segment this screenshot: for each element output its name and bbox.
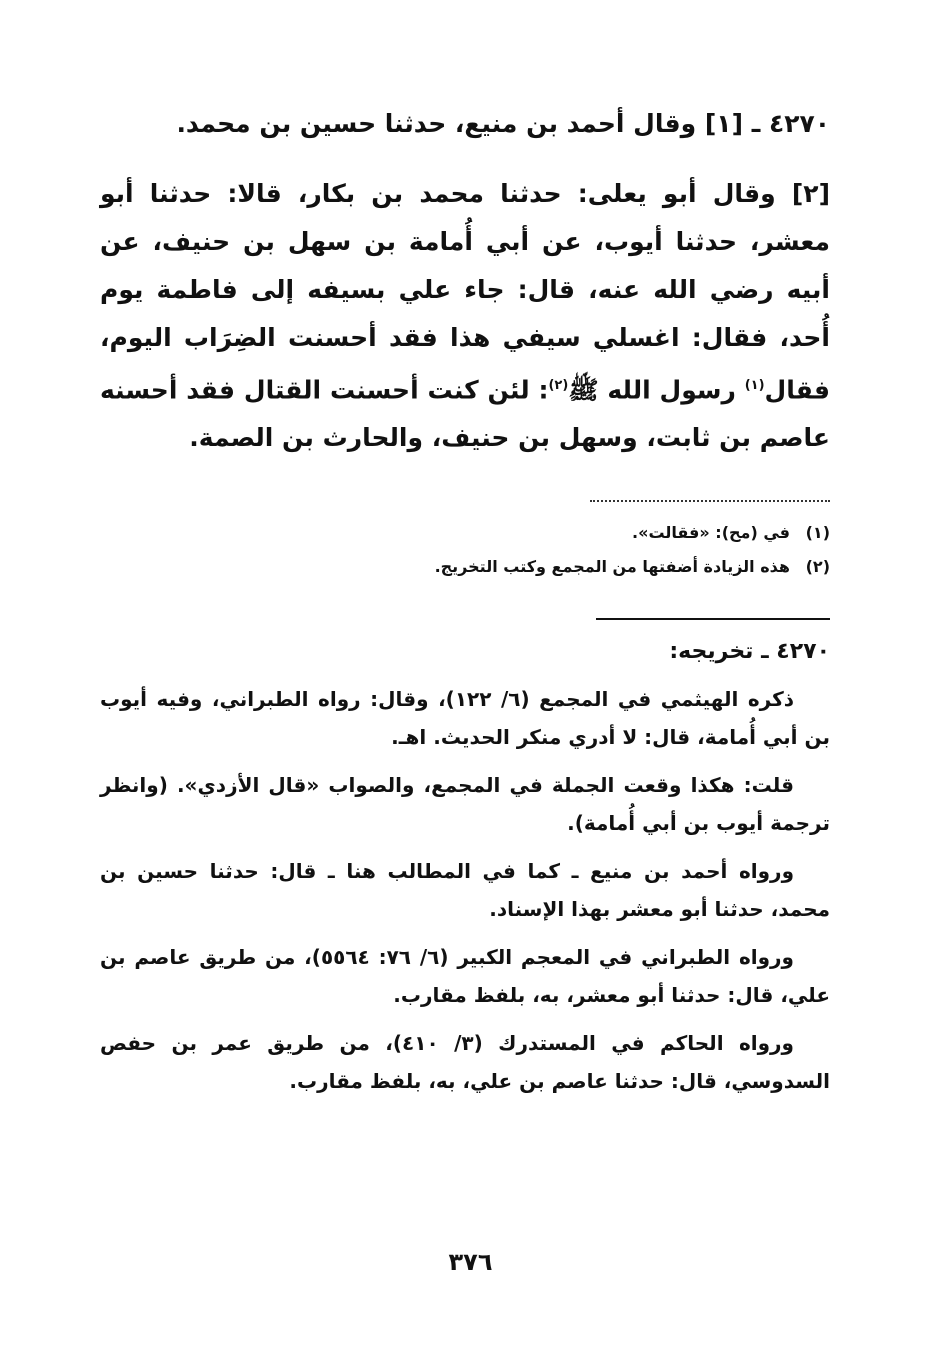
- takhrij-paragraph: ورواه أحمد بن منيع ـ كما في المطالب هنا ـ قال: حدثنا حسين بن محمد، حدثنا أبو معشر بهذا الإسناد.: [100, 859, 830, 922]
- footnotes: [100, 516, 830, 584]
- footnote-marker-1: (١): [744, 378, 765, 393]
- hadith-text-part-b: رسول الله ﷺ: [568, 375, 745, 405]
- hadith-text-part-a: [٢] وقال أبو يعلى: حدثنا محمد بن بكار، قالا: حدثنا أبو معشر، حدثنا أيوب، عن أبي أُمامة بن سهل بن حنيف، عن أبيه رضي الله عنه، قال: جاء علي بسيفه إلى فاطمة يوم أُحد، فقال: اغسلي سيفي هذا فقد أحسنت الضِرَاب اليوم، فقال: [100, 179, 830, 405]
- takhrij-paragraph: ورواه الحاكم في المستدرك (٣/ ٤١٠)، من طريق عمر بن حفص السدوسي، قال: حدثنا عاصم بن علي، به، بلفظ مقارب.: [100, 1031, 830, 1094]
- takhrij-paragraph: ورواه الطبراني في المعجم الكبير (٦/ ٧٦: ٥٥٦٤)، من طريق عاصم بن علي، قال: حدثنا أبو معشر، به، بلفظ مقارب.: [100, 945, 830, 1008]
- page-number: ٣٧٦: [448, 1248, 493, 1276]
- paragraph-gap: [100, 148, 830, 170]
- hadith-paragraph-1: ٤٢٧٠ ـ [١] وقال أحمد بن منيع، حدثنا حسين بن محمد.: [176, 109, 830, 138]
- takhrij-paragraph: قلت: هكذا وقعت الجملة في المجمع، والصواب «قال الأزدي». (وانظر ترجمة أيوب بن أبي أُمامة).: [100, 773, 830, 836]
- page-body: [100, 100, 830, 1100]
- footnote-text: هذه الزيادة أضفتها من المجمع وكتب التخريج.: [434, 557, 790, 577]
- takhrij-heading: ٤٢٧٠ ـ تخريجه:: [669, 639, 830, 665]
- takhrij-section: [100, 680, 830, 1100]
- footnote-number: (٢): [805, 557, 830, 577]
- footnote-text: في (مح): «فقالت».: [632, 523, 790, 543]
- hadith-paragraph-2: [100, 170, 830, 462]
- footnote-1: [100, 516, 830, 550]
- footnote-separator-dots: [590, 492, 830, 502]
- hadith-text: [100, 100, 830, 462]
- section-separator-line: [596, 618, 830, 620]
- footnote-2: [100, 550, 830, 584]
- takhrij-paragraph: ذكره الهيثمي في المجمع (٦/ ١٢٢)، وقال: رواه الطبراني، وفيه أيوب بن أبي أُمامة، قال: لا أدري منكر الحديث. اهـ.: [100, 687, 830, 750]
- footnote-marker-2: (٢): [548, 378, 569, 393]
- hadith-text-part-c: : لئن كنت أحسنت القتال فقد أحسنه عاصم بن ثابت، وسهل بن حنيف، والحارث بن الصمة.: [100, 375, 830, 453]
- footnote-number: (١): [805, 523, 830, 543]
